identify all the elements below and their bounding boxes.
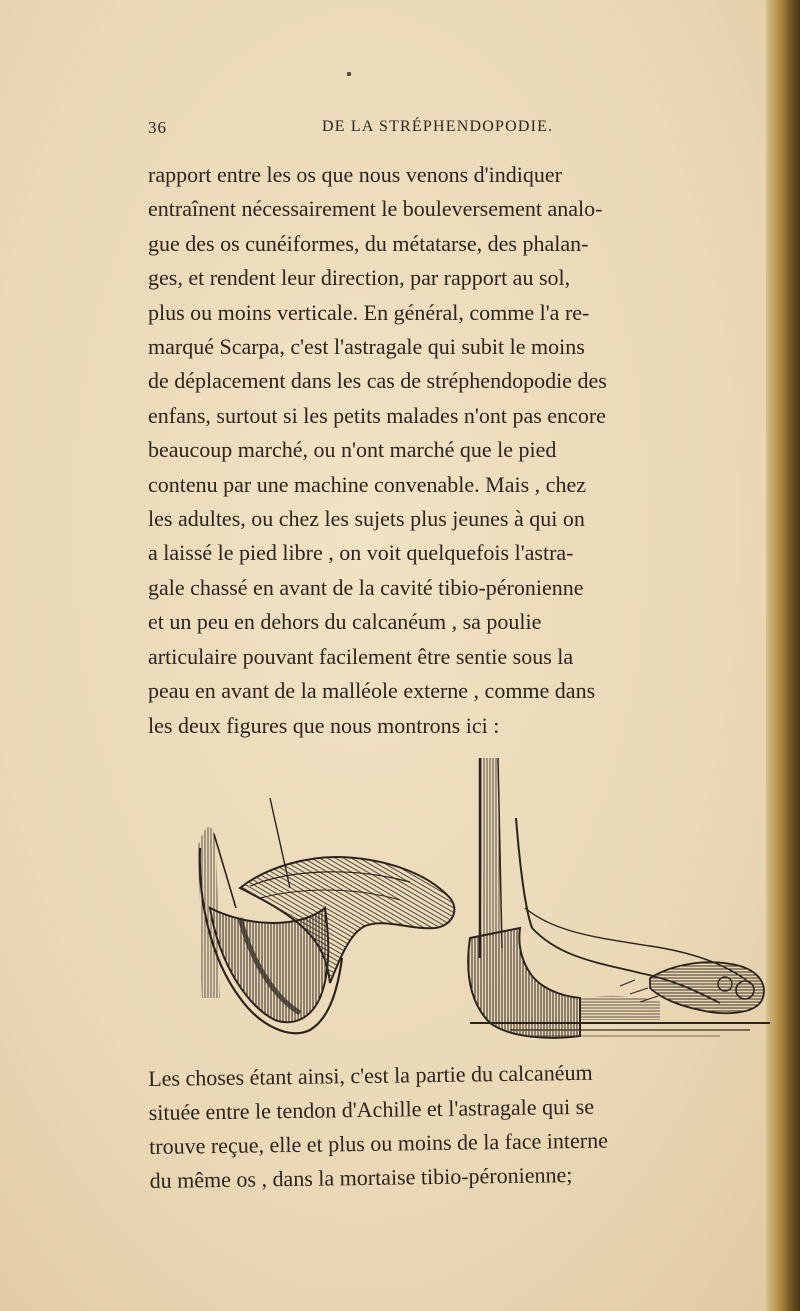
text-line: les adultes, ou chez les sujets plus jeunes à qui on xyxy=(148,506,585,532)
page-number: 36 xyxy=(148,118,167,137)
text-line: beaucoup marché, ou n'ont marché que le pied xyxy=(148,437,557,463)
text-line: a laissé le pied libre , on voit quelquefois l'astra- xyxy=(148,540,574,566)
text-line: Les choses étant ainsi, c'est la partie du calcanéum xyxy=(148,1059,593,1091)
text-line: les deux figures que nous montrons ici : xyxy=(148,712,500,738)
right-foot-engraving xyxy=(468,758,770,1038)
text-line: ges, et rendent leur direction, par rapport au sol, xyxy=(148,265,571,291)
left-foot-engraving xyxy=(198,798,454,1033)
text-line: contenu par une machine convenable. Mais , chez xyxy=(148,471,586,497)
text-line: gale chassé en avant de la cavité tibio-péronienne xyxy=(148,574,584,600)
text-line: marqué Scarpa, c'est l'astragale qui subit le moins xyxy=(148,334,585,360)
text-line: et un peu en dehors du calcanéum , sa poulie xyxy=(148,609,542,635)
ink-speck xyxy=(347,72,351,76)
text-line: peau en avant de la malléole externe , comme dans xyxy=(148,678,596,704)
foot-engravings-figure xyxy=(180,758,770,1048)
text-line: entraînent nécessairement le bouleversement analo- xyxy=(148,196,603,222)
text-line: du même os , dans la mortaise tibio-péronienne; xyxy=(149,1162,573,1193)
text-line: rapport entre les os que nous venons d'indiquer xyxy=(148,162,562,187)
text-line: plus ou moins verticale. En général, comme l'a re- xyxy=(148,299,590,325)
paragraph-2 xyxy=(148,1054,750,1198)
text-line: trouve reçue, elle et plus ou moins de la face interne xyxy=(149,1127,609,1159)
text-line: enfans, surtout si les petits malades n'ont pas encore xyxy=(148,402,606,428)
text-line: située entre le tendon d'Achille et l'astragale qui se xyxy=(148,1093,595,1125)
page-edge xyxy=(766,0,800,1311)
text-line: de déplacement dans les cas de stréphendopodie des xyxy=(148,368,607,394)
text-line: gue des os cunéiformes, du métatarse, des phalan- xyxy=(148,230,589,256)
text-line: articulaire pouvant facilement être sentie sous la xyxy=(148,643,574,669)
running-title: DE LA STRÉPHENDOPODIE. xyxy=(322,118,554,135)
paragraph-1 xyxy=(148,158,748,743)
